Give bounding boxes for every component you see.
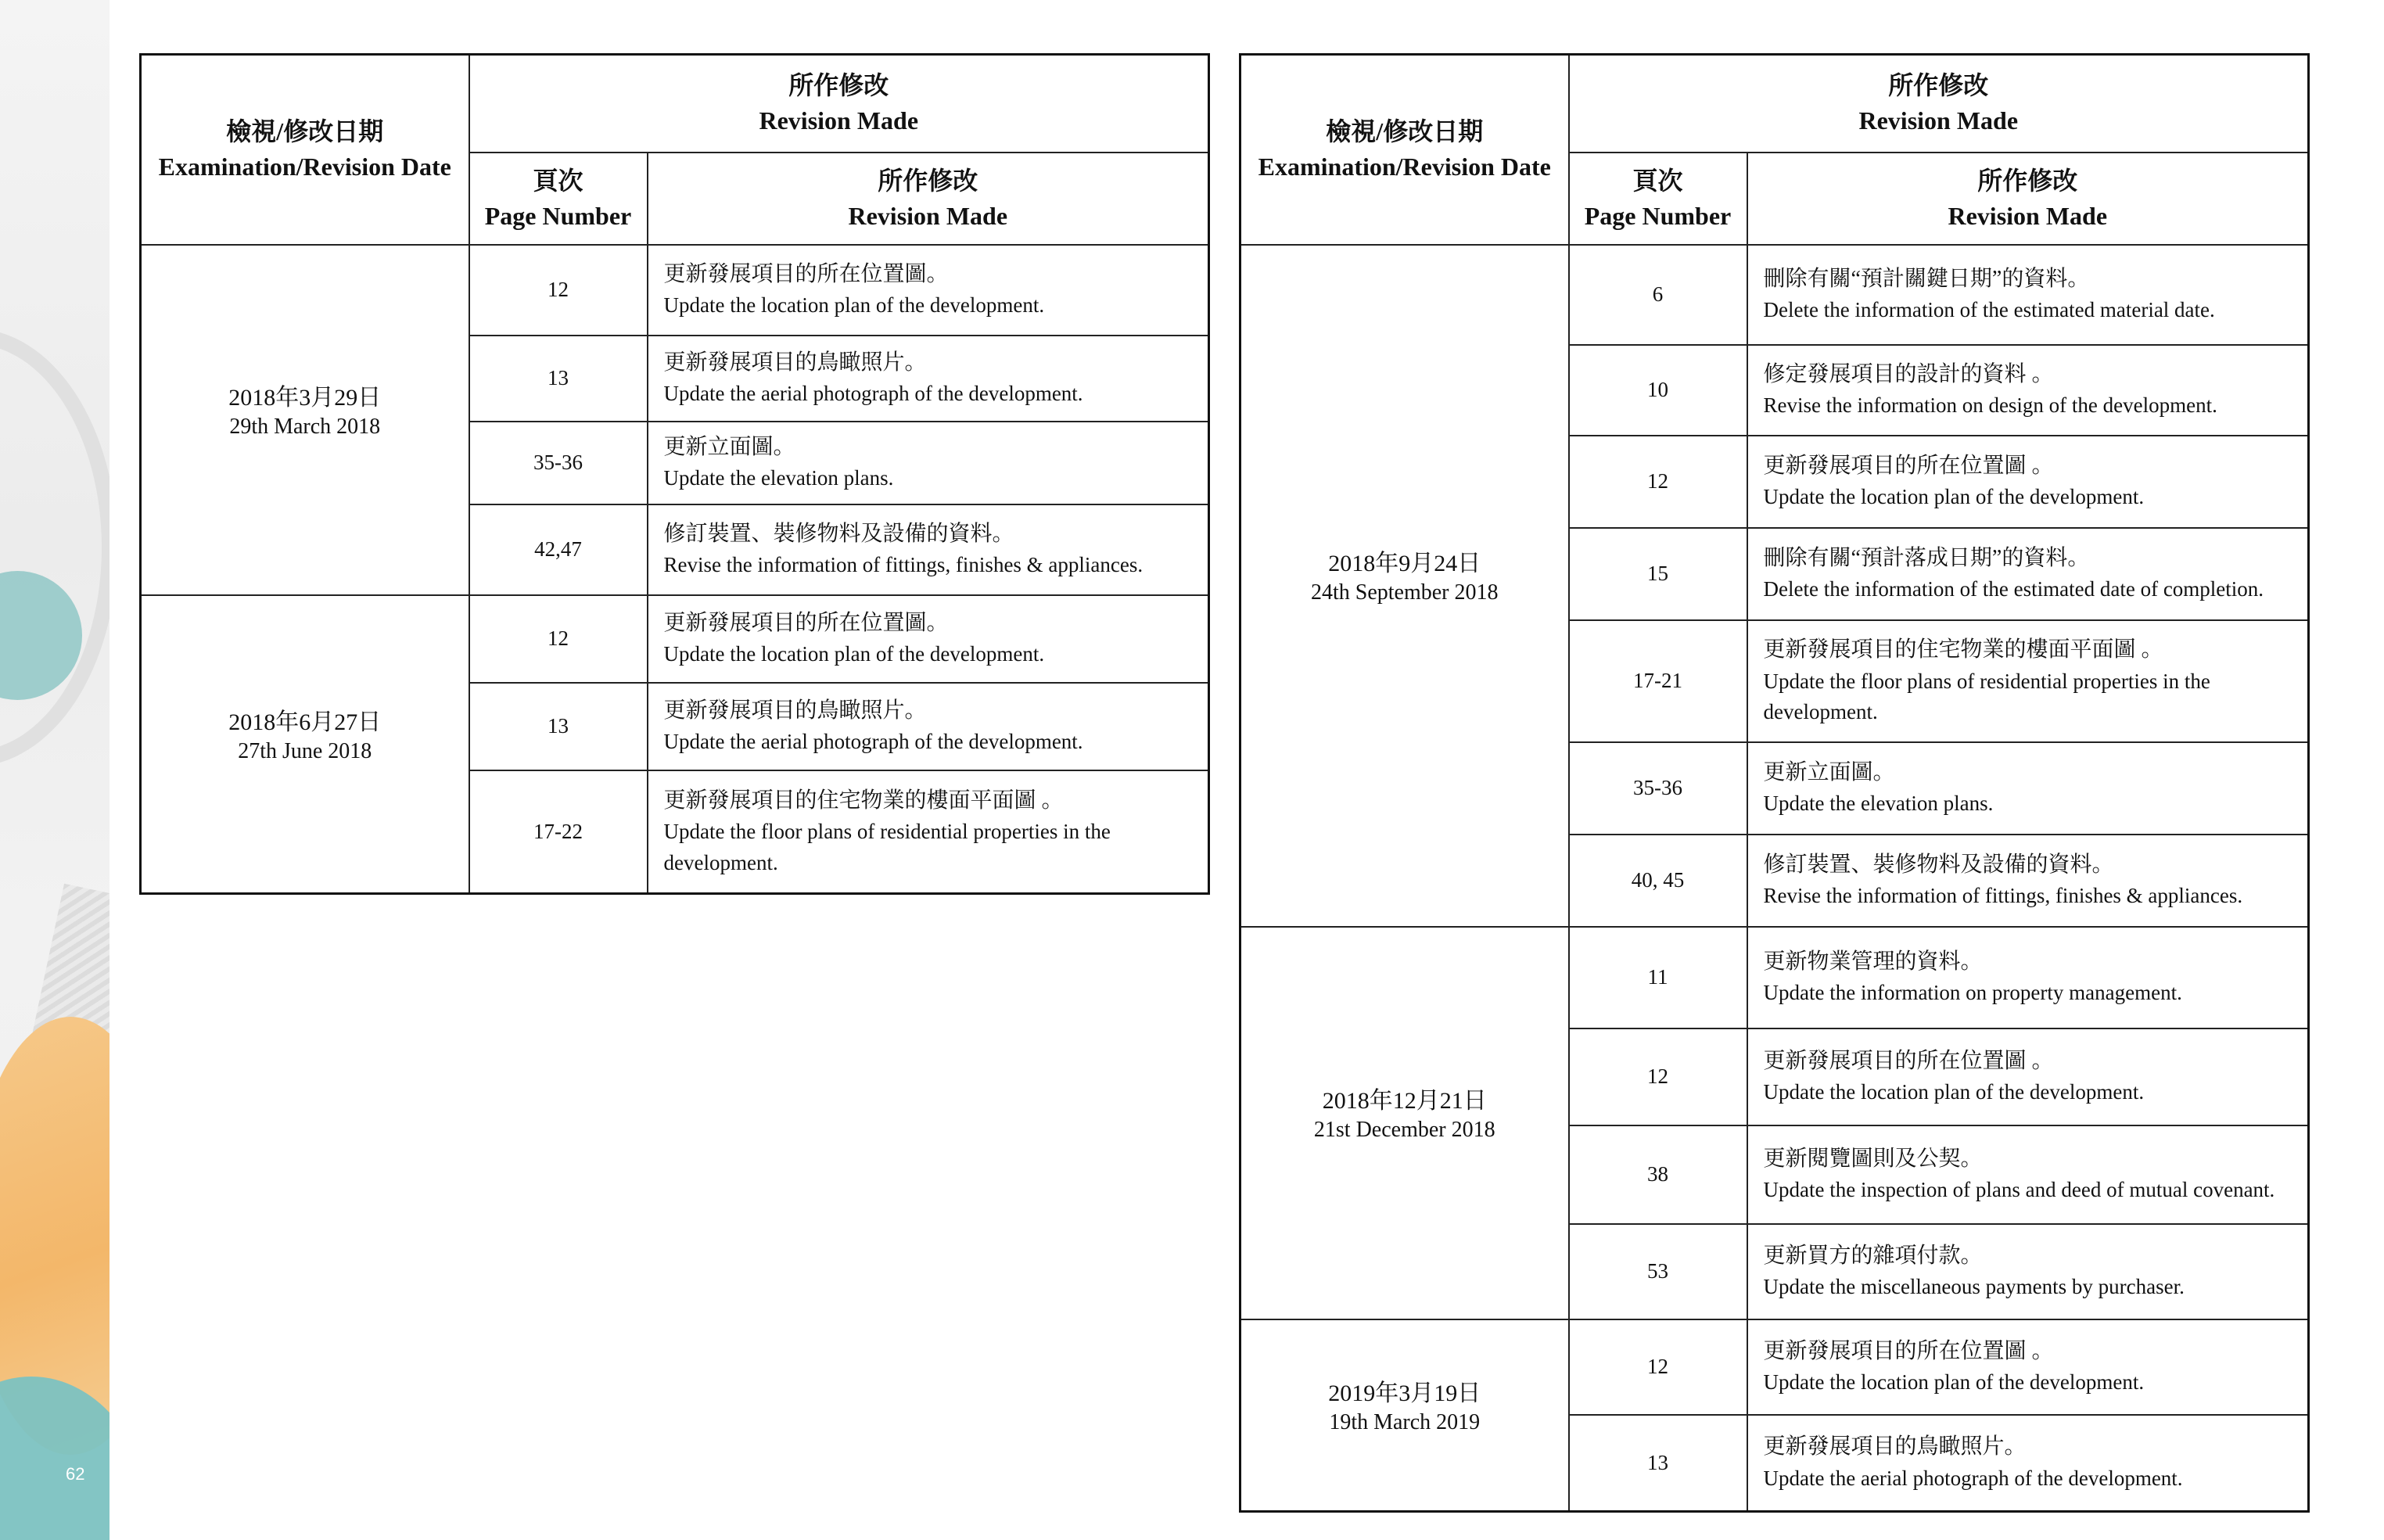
revision-zh: 更新發展項目的鳥瞰照片。 [1763, 1434, 2027, 1459]
revision-cell [1747, 835, 2309, 927]
revision-zh: 更新物業管理的資料。 [1763, 949, 1983, 974]
revision-en: Update the miscellaneous payments by purchaser. [1763, 1275, 2185, 1299]
revision-en: Update the elevation plans. [663, 466, 894, 490]
revision-en: Update the floor plans of residential properties in the development. [663, 820, 1111, 874]
header-page-zh: 頁次 [533, 166, 583, 195]
revision-en: Update the floor plans of residential properties in the development. [1763, 669, 2210, 723]
revision-zh: 修訂裝置、裝修物料及設備的資料。 [1763, 852, 2114, 877]
revision-en: Update the aerial photograph of the development. [663, 382, 1083, 406]
revision-cell [1747, 528, 2309, 620]
revision-cell [1747, 345, 2309, 436]
date-cell [141, 245, 469, 595]
header-revision-cell [469, 55, 1209, 153]
page-number-cell: 35-36 [469, 422, 648, 504]
revision-cell [648, 770, 1209, 894]
revision-zh: 更新發展項目的住宅物業的樓面平面圖 。 [663, 788, 1064, 813]
revision-zh: 刪除有關“預計關鍵日期”的資料。 [1763, 266, 2090, 291]
header-page-zh: 頁次 [1632, 166, 1683, 195]
date-cell [141, 595, 469, 894]
page-number: 62 [66, 1464, 85, 1484]
revision-zh: 更新發展項目的鳥瞰照片。 [663, 350, 927, 375]
date-zh: 2018年6月27日 [228, 709, 382, 735]
page-number-cell: 13 [469, 683, 648, 770]
revision-en: Update the location plan of the development. [1763, 1080, 2145, 1104]
revision-zh: 更新發展項目的住宅物業的樓面平面圖 。 [1763, 637, 2163, 662]
page-number-cell: 17-21 [1569, 620, 1747, 742]
revision-en: Update the inspection of plans and deed of mutual covenant. [1763, 1178, 2275, 1202]
header-date-zh: 檢視/修改日期 [226, 117, 384, 146]
page-number-cell: 53 [1569, 1224, 1747, 1319]
page-number-cell: 17-22 [469, 770, 648, 894]
revision-en: Update the location plan of the development. [663, 293, 1045, 318]
revision-en: Update the information on property management. [1763, 981, 2182, 1005]
revision-en: Delete the information of the estimated date of completion. [1763, 577, 2264, 601]
revision-cell [1747, 927, 2309, 1028]
revision-cell [648, 595, 1209, 683]
revision-zh: 更新立面圖。 [663, 434, 795, 459]
revision-zh: 更新閱覽圖則及公契。 [1763, 1146, 1983, 1171]
page-number-cell: 15 [1569, 528, 1747, 620]
date-en: 19th March 2019 [1329, 1409, 1481, 1434]
revision-en: Revise the information of fittings, finishes & appliances. [1763, 884, 2243, 908]
date-zh: 2019年3月19日 [1328, 1380, 1481, 1406]
header-row [1240, 55, 2309, 153]
page-number-cell: 13 [469, 336, 648, 422]
date-zh: 2018年9月24日 [1328, 550, 1481, 576]
date-zh: 2018年12月21日 [1322, 1087, 1487, 1114]
revision-en: Update the elevation plans. [1763, 792, 1994, 816]
header-page-cell [1569, 153, 1747, 245]
header-date-cell [141, 55, 469, 245]
revision-cell [648, 422, 1209, 504]
page-number-cell: 12 [469, 245, 648, 336]
revision-cell [1747, 1319, 2309, 1415]
revision-cell [648, 504, 1209, 595]
header-revision-zh: 所作修改 [788, 71, 889, 100]
revision-en: Delete the information of the estimated material date. [1763, 298, 2215, 322]
revision-cell [1747, 620, 2309, 742]
header-subrevision-cell [648, 153, 1209, 245]
revision-cell [1747, 1125, 2309, 1224]
page-number-cell: 35-36 [1569, 742, 1747, 835]
page-number-cell: 13 [1569, 1415, 1747, 1512]
page-number-cell: 42,47 [469, 504, 648, 595]
revision-zh: 更新發展項目的所在位置圖。 [663, 610, 949, 635]
revision-zh: 修訂裝置、裝修物料及設備的資料。 [663, 521, 1014, 546]
header-date-en: Examination/Revision Date [1258, 153, 1551, 181]
revision-en: Update the location plan of the development. [663, 642, 1045, 666]
header-page-cell [469, 153, 648, 245]
page-number-cell: 11 [1569, 927, 1747, 1028]
revision-en: Update the aerial photograph of the development. [1763, 1466, 2183, 1490]
revision-cell [1747, 245, 2309, 345]
header-subrevision-zh: 所作修改 [1977, 166, 2078, 195]
date-zh: 2018年3月29日 [228, 384, 382, 411]
revision-cell [1747, 1224, 2309, 1319]
revision-cell [648, 245, 1209, 336]
date-cell [1240, 1319, 1569, 1512]
revision-table-right [1239, 53, 2310, 1513]
grey-arc-shape [0, 328, 110, 766]
revision-zh: 修定發展項目的設計的資料 。 [1763, 361, 2054, 386]
date-cell [1240, 245, 1569, 927]
revision-en: Revise the information of fittings, finishes & appliances. [663, 553, 1144, 577]
header-revision-zh: 所作修改 [1888, 71, 1989, 100]
header-subrevision-cell [1747, 153, 2309, 245]
revision-zh: 更新發展項目的所在位置圖 。 [1763, 1338, 2054, 1363]
header-page-en: Page Number [484, 201, 632, 230]
page-number-cell: 6 [1569, 245, 1747, 345]
revision-table-left [139, 53, 1210, 895]
header-page-en: Page Number [1584, 201, 1732, 230]
page-number-cell: 12 [469, 595, 648, 683]
revision-zh: 更新發展項目的所在位置圖 。 [1763, 1048, 2054, 1073]
page-number-cell: 40, 45 [1569, 835, 1747, 927]
date-en: 24th September 2018 [1310, 580, 1499, 605]
page-number-cell: 38 [1569, 1125, 1747, 1224]
revision-zh: 刪除有關“預計落成日期”的資料。 [1763, 545, 2090, 570]
page-number-cell: 12 [1569, 1319, 1747, 1415]
table-row [1240, 245, 2309, 345]
header-subrevision-en: Revision Made [1948, 201, 2108, 230]
revision-en: Update the aerial photograph of the development. [663, 730, 1083, 754]
page-number-cell: 10 [1569, 345, 1747, 436]
header-date-zh: 檢視/修改日期 [1326, 117, 1484, 146]
table-row [141, 595, 1209, 683]
decorative-side-art [0, 0, 110, 1540]
header-subrevision-en: Revision Made [848, 201, 1008, 230]
table-row [1240, 1319, 2309, 1415]
date-cell [1240, 927, 1569, 1319]
revision-cell [1747, 1028, 2309, 1125]
revision-en: Update the location plan of the development. [1763, 1370, 2145, 1395]
revision-cell [1747, 436, 2309, 528]
date-en: 21st December 2018 [1313, 1117, 1495, 1142]
revision-en: Revise the information on design of the development. [1763, 393, 2217, 418]
revision-en: Update the location plan of the development. [1763, 485, 2145, 509]
revision-cell [1747, 1415, 2309, 1512]
teal-wave-shape [0, 1377, 110, 1540]
revision-cell [648, 336, 1209, 422]
table-row [1240, 927, 2309, 1028]
revision-zh: 更新發展項目的鳥瞰照片。 [663, 698, 927, 723]
header-date-en: Examination/Revision Date [158, 153, 451, 181]
header-date-cell [1240, 55, 1569, 245]
header-revision-en: Revision Made [759, 106, 919, 135]
header-revision-en: Revision Made [1858, 106, 2019, 135]
date-en: 27th June 2018 [238, 738, 372, 763]
revision-zh: 更新買方的雜項付款。 [1763, 1243, 1983, 1268]
page-number-cell: 12 [1569, 436, 1747, 528]
revision-cell [1747, 742, 2309, 835]
revision-cell [648, 683, 1209, 770]
revision-zh: 更新發展項目的所在位置圖。 [663, 261, 949, 286]
revision-zh: 更新立面圖。 [1763, 759, 1895, 784]
revision-zh: 更新發展項目的所在位置圖 。 [1763, 453, 2054, 478]
page-number-cell: 12 [1569, 1028, 1747, 1125]
header-subrevision-zh: 所作修改 [878, 166, 978, 195]
header-row [141, 55, 1209, 153]
table-row [141, 245, 1209, 336]
header-revision-cell [1569, 55, 2309, 153]
date-en: 29th March 2018 [229, 414, 381, 439]
